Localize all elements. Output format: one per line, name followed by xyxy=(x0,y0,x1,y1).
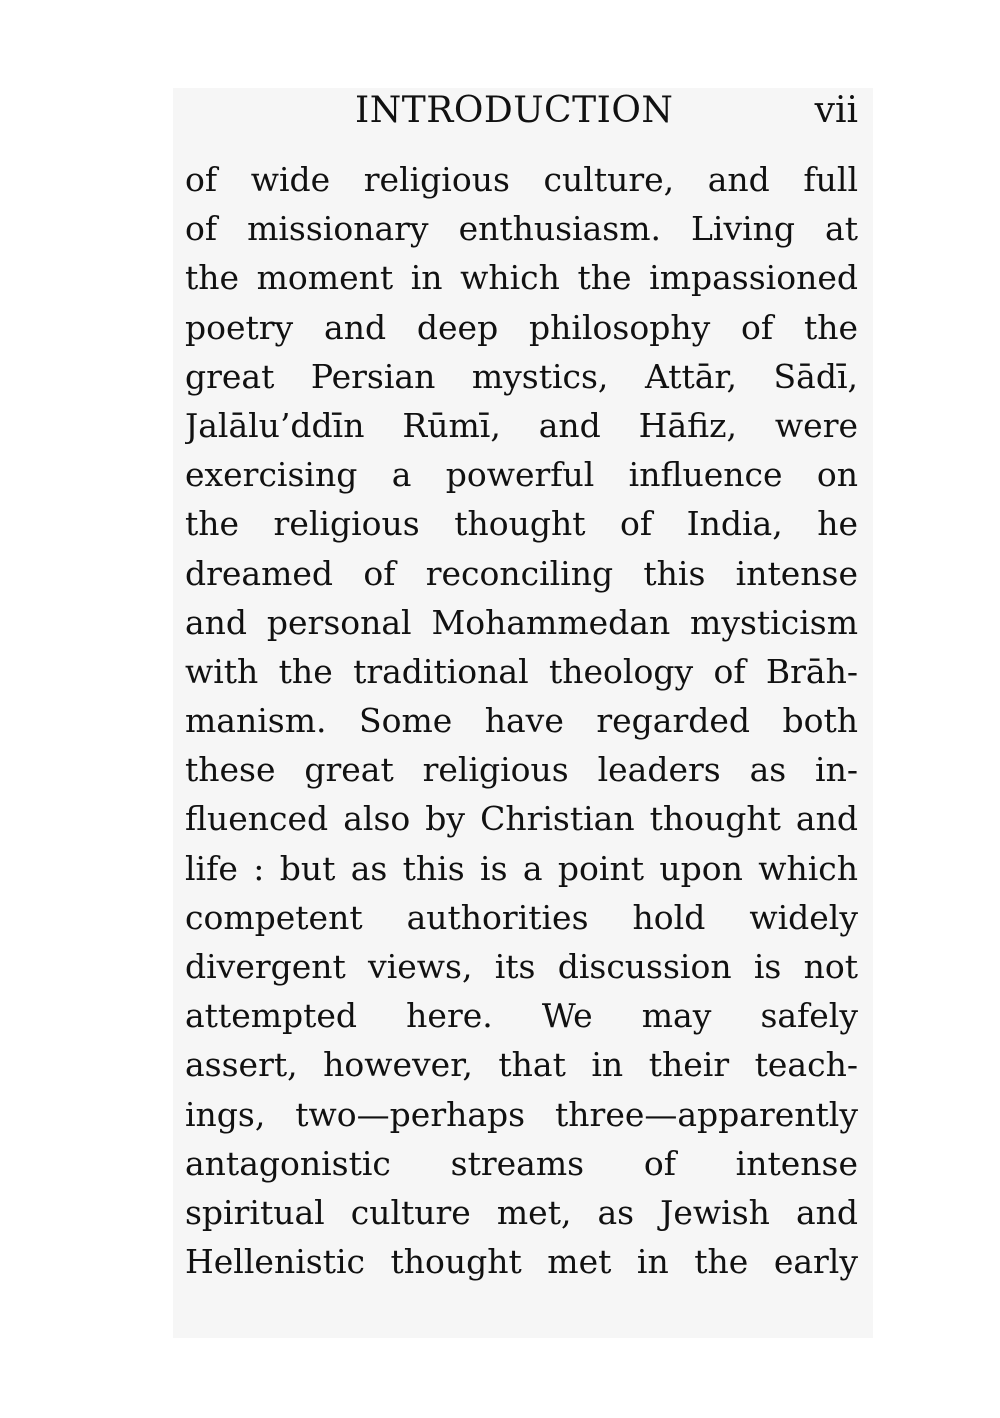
text-line: fluenced also by Christian thought and xyxy=(185,799,858,839)
text-line: spiritual culture met, as Jewish and xyxy=(185,1192,858,1232)
running-title: INTRODUCTION xyxy=(355,90,674,131)
page-number: vii xyxy=(814,90,858,131)
text-line: great Persian mystics, Attār, Sādī, xyxy=(185,356,858,396)
text-line: ings, two—perhaps three—apparently xyxy=(185,1094,858,1134)
text-line: these great religious leaders as in- xyxy=(185,750,858,790)
text-line: attempted here. We may safely xyxy=(185,996,858,1036)
body-text xyxy=(185,155,858,1286)
text-line: Jalālu’ddīn Rūmī, and Hāfiz, were xyxy=(185,405,858,445)
page-header xyxy=(185,88,858,138)
text-line: of wide religious culture, and full xyxy=(185,160,858,199)
text-line: and personal Mohammedan mysticism xyxy=(185,602,858,642)
text-line: the religious thought of India, he xyxy=(185,504,858,544)
text-line: life : but as this is a point upon which xyxy=(185,848,858,888)
text-line: dreamed of reconciling this intense xyxy=(185,553,858,593)
text-line: divergent views, its discussion is not xyxy=(185,947,858,986)
text-line: with the traditional theology of Brāh- xyxy=(185,651,858,691)
text-line: of missionary enthusiasm. Living at xyxy=(185,209,858,249)
text-line: assert, however, that in their teach- xyxy=(185,1045,858,1085)
text-line: manism. Some have regarded both xyxy=(185,701,858,741)
text-line: competent authorities hold widely xyxy=(185,897,858,937)
text-line: Hellenistic thought met in the early xyxy=(185,1242,858,1282)
text-line: antagonistic streams of intense xyxy=(185,1143,858,1183)
text-line: the moment in which the impassioned xyxy=(185,258,858,298)
text-line: exercising a powerful influence on xyxy=(185,455,858,495)
text-line: poetry and deep philosophy of the xyxy=(185,307,858,347)
